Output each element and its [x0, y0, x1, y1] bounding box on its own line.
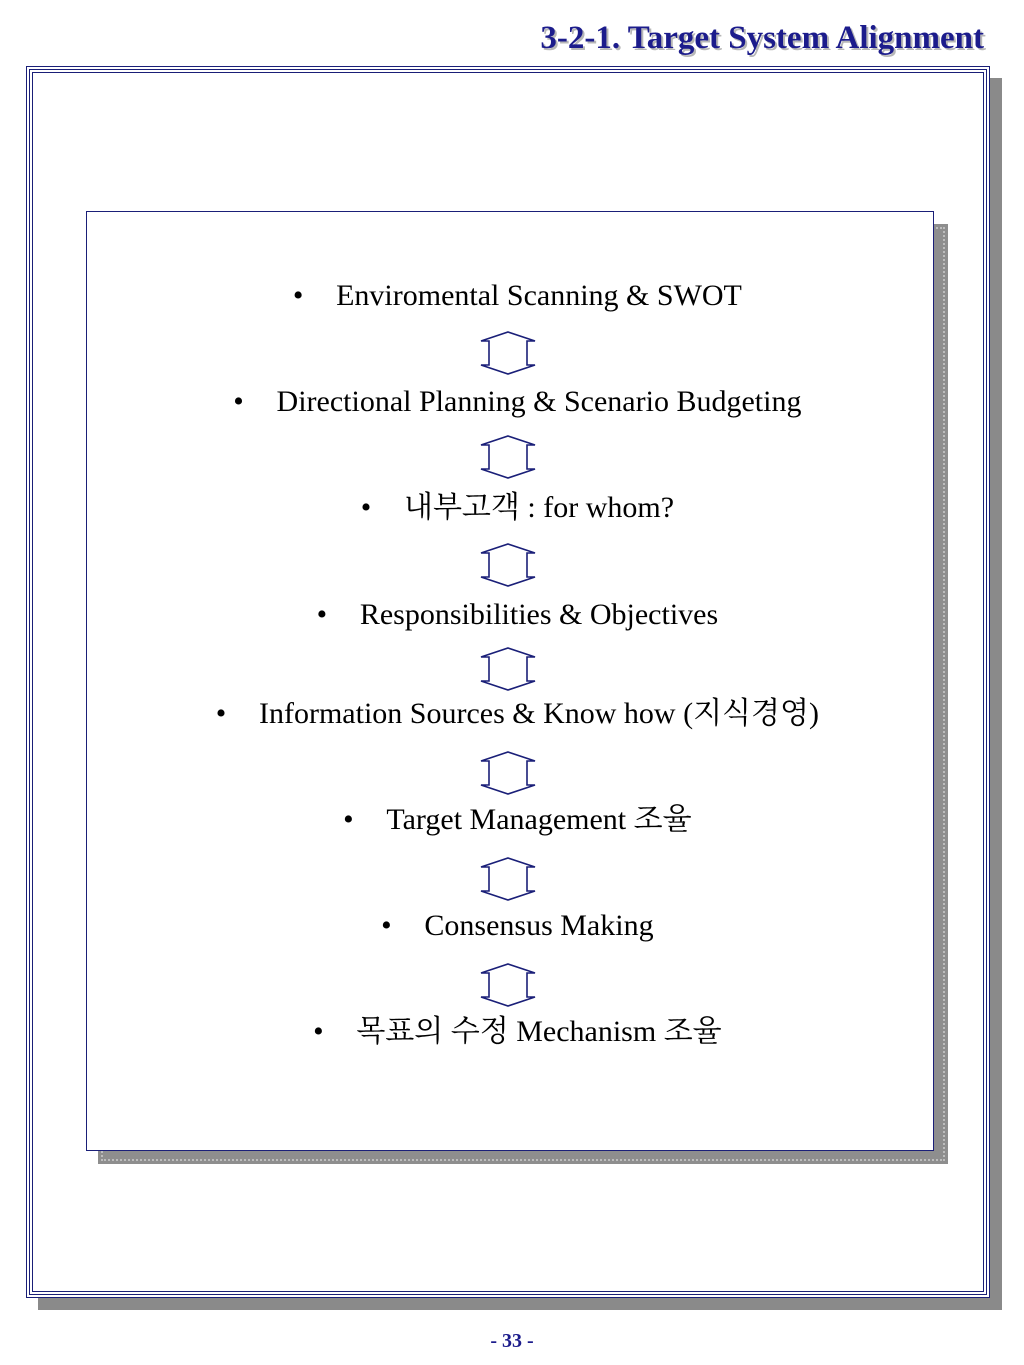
- up-down-double-arrow-icon: [477, 646, 539, 692]
- flow-item-label: Consensus Making: [424, 909, 654, 942]
- up-down-double-arrow-icon: [477, 856, 539, 902]
- flow-item-label: Information Sources & Know how (지식경영): [258, 697, 819, 730]
- up-down-double-arrow-icon: [477, 330, 539, 376]
- bullet: •: [233, 385, 244, 418]
- page-number: - 33 -: [490, 1330, 534, 1352]
- flow-item-internal-customer: [87, 490, 933, 526]
- up-down-double-arrow-icon: [477, 542, 539, 588]
- flow-item-label: 내부고객 : for whom?: [403, 491, 675, 524]
- flow-item-environmental-scanning: [87, 278, 933, 314]
- up-down-double-arrow-icon: [477, 962, 539, 1008]
- flow-item-label: Directional Planning & Scenario Budgeting: [276, 385, 802, 418]
- up-down-double-arrow-icon: [477, 750, 539, 796]
- bullet: •: [381, 909, 392, 942]
- bullet: •: [313, 1015, 324, 1048]
- flow-item-consensus-making: [87, 908, 933, 944]
- bullet: •: [360, 491, 372, 524]
- flow-item-label: Responsibilities & Objectives: [359, 598, 719, 631]
- flow-item-responsibilities: [87, 597, 933, 633]
- flow-item-target-management: [87, 802, 933, 838]
- bullet: •: [292, 279, 304, 312]
- flow-item-label: Enviromental Scanning & SWOT: [336, 279, 742, 312]
- flow-item-label: Target Management 조율: [386, 803, 692, 836]
- bullet: •: [343, 803, 354, 836]
- flow-item-directional-planning: [87, 384, 933, 420]
- up-down-double-arrow-icon: [477, 434, 539, 480]
- bullet: •: [316, 598, 328, 631]
- content-box: [86, 211, 934, 1151]
- page-title: 3-2-1. Target System Alignment: [540, 20, 984, 56]
- flow-item-label: 목표의 수정 Mechanism 조율: [356, 1015, 722, 1048]
- flow-item-information-sources: [87, 696, 933, 732]
- bullet: •: [215, 697, 227, 730]
- flow-item-goal-revision: [87, 1014, 933, 1050]
